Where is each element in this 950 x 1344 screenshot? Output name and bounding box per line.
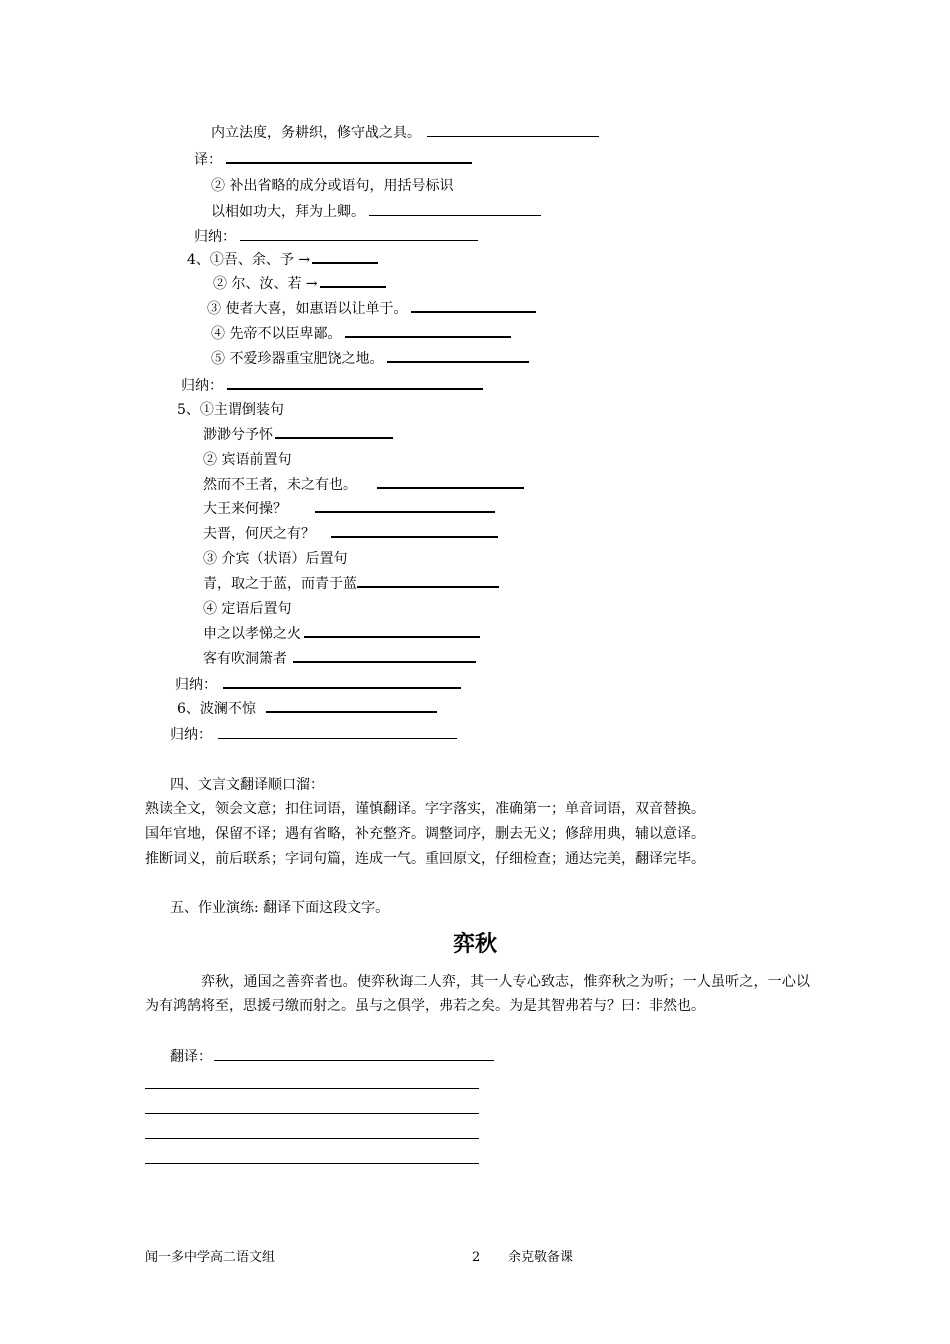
idiom-line xyxy=(177,699,437,719)
object-fronting-example-1 xyxy=(203,475,524,495)
inversion-example-1 xyxy=(203,425,393,445)
answer-blank[interactable] xyxy=(331,535,498,538)
object-fronting-example-3-text: 夫晋，何厌之有？ xyxy=(203,526,315,542)
object-fronting-example-3 xyxy=(203,524,498,544)
answer-rule[interactable] xyxy=(145,1088,479,1089)
answer-blank[interactable] xyxy=(357,585,499,588)
answer-blank[interactable] xyxy=(427,135,599,137)
omission-heading: ② 补出省略的成分或语句，用括号标识 xyxy=(211,178,454,194)
omission-example xyxy=(211,202,541,222)
postposition-heading: ③ 介宾（状语）后置句 xyxy=(203,551,348,567)
sentence-law-part1: 内立法度， xyxy=(211,125,281,141)
pronoun-second-line xyxy=(213,274,386,294)
answer-blank[interactable] xyxy=(377,486,524,489)
summary-line-1 xyxy=(194,227,478,247)
mnemonic-line-3: 推断词义，前后联系；字词句篇，连成一气。重回原文，仔细检查；通达完美，翻译完毕。 xyxy=(145,851,705,867)
answer-blank[interactable] xyxy=(387,360,529,363)
answer-blank[interactable] xyxy=(369,214,541,216)
answer-rule[interactable] xyxy=(145,1138,479,1139)
summary-label: 归纳： xyxy=(170,727,212,743)
answer-blank[interactable] xyxy=(293,660,476,663)
mnemonic-line-1: 熟读全文，领会文意；扣住词语，谨慎翻译。字字落实，准确第一；单音词语，双音替换。 xyxy=(145,801,705,817)
mnemonic-line-2: 国年官地，保留不译；遇有省略，补充整齐。调整词序，删去无义；修辞用典，辅以意译。 xyxy=(145,826,705,842)
answer-blank[interactable] xyxy=(345,335,511,338)
attributive-example-1-text: 申之以孝悌之火 xyxy=(203,626,301,642)
translation-line xyxy=(170,1047,494,1067)
example-4-line xyxy=(211,324,511,344)
object-fronting-example-1-text: 然而不王者，未之有也。 xyxy=(203,477,357,493)
postposition-example xyxy=(203,574,499,594)
translate-line xyxy=(194,150,472,170)
answer-blank[interactable] xyxy=(227,387,483,390)
answer-blank[interactable] xyxy=(226,161,472,164)
answer-blank[interactable] xyxy=(320,285,386,288)
example-3-text: ③ 使者大喜，如惠语以让单于。 xyxy=(207,301,408,317)
answer-blank[interactable] xyxy=(275,436,393,439)
answer-blank[interactable] xyxy=(266,710,437,713)
example-5-text: ⑤ 不爱珍器重宝肥饶之地。 xyxy=(211,351,384,367)
inversion-heading: 5、①主谓倒装句 xyxy=(177,402,284,418)
object-fronting-example-2-text: 大王来何操？ xyxy=(203,501,287,517)
attributive-example-1 xyxy=(203,624,480,644)
translate-label: 译： xyxy=(194,152,222,168)
translation-label: 翻译： xyxy=(170,1049,212,1065)
attributive-heading: ④ 定语后置句 xyxy=(203,601,292,617)
example-4-text: ④ 先帝不以臣卑鄙。 xyxy=(211,326,342,342)
footer-school: 闻一多中学高二语文组 xyxy=(145,1250,276,1265)
answer-blank[interactable] xyxy=(218,737,457,739)
answer-blank[interactable] xyxy=(315,510,495,513)
footer-author: 余克敬备课 xyxy=(508,1250,574,1265)
pronoun-first-line xyxy=(187,250,378,270)
pronoun-second-text: ② 尔、汝、若 → xyxy=(213,276,318,292)
pronoun-first-text: 4、①吾、余、予 → xyxy=(187,252,311,268)
summary-line-2 xyxy=(181,376,483,396)
sentence-law-part2: 务耕织， xyxy=(281,125,337,141)
answer-blank[interactable] xyxy=(411,310,536,313)
mnemonic-heading: 四、文言文翻译顺口溜： xyxy=(170,777,324,793)
inversion-example-1-text: 渺渺兮予怀 xyxy=(203,427,273,443)
object-fronting-heading: ② 宾语前置句 xyxy=(203,452,292,468)
idiom-text: 6、波澜不惊 xyxy=(177,701,256,717)
sentence-law-line xyxy=(211,123,599,143)
attributive-example-2 xyxy=(203,649,476,669)
passage-title: 弈秋 xyxy=(452,932,497,957)
answer-blank[interactable] xyxy=(223,686,461,689)
example-3-line xyxy=(207,299,536,319)
summary-label: 归纳： xyxy=(194,229,236,245)
answer-blank[interactable] xyxy=(214,1059,494,1061)
answer-rule[interactable] xyxy=(145,1163,479,1164)
exercise-heading: 五、作业演练: 翻译下面这段文字。 xyxy=(170,900,390,916)
passage-text: 弈秋，通国之善弈者也。使弈秋诲二人弈，其一人专心致志，惟弈秋之为听；一人虽听之，一心以为有鸿鹄将至，思援弓缴而射之。虽与之俱学，弗若之矣。为是其智弗若与？曰：非然也。 xyxy=(145,974,810,1014)
summary-label: 归纳： xyxy=(175,677,217,693)
answer-blank[interactable] xyxy=(240,239,478,241)
object-fronting-example-2 xyxy=(203,499,495,519)
sentence-law-part3: 修守战之具。 xyxy=(337,125,421,141)
omission-sentence: 以相如功大，拜为上卿。 xyxy=(211,204,365,220)
summary-line-4 xyxy=(170,725,457,745)
answer-rule[interactable] xyxy=(145,1113,479,1114)
summary-label: 归纳： xyxy=(181,378,223,394)
postposition-example-text: 青，取之于蓝，而青于蓝 xyxy=(203,576,357,592)
footer-page-number: 2 xyxy=(472,1250,481,1265)
attributive-example-2-text: 客有吹洞箫者 xyxy=(203,651,287,667)
summary-line-3 xyxy=(175,675,461,695)
answer-blank[interactable] xyxy=(304,635,480,638)
example-5-line xyxy=(211,349,529,369)
answer-blank[interactable] xyxy=(312,261,378,264)
